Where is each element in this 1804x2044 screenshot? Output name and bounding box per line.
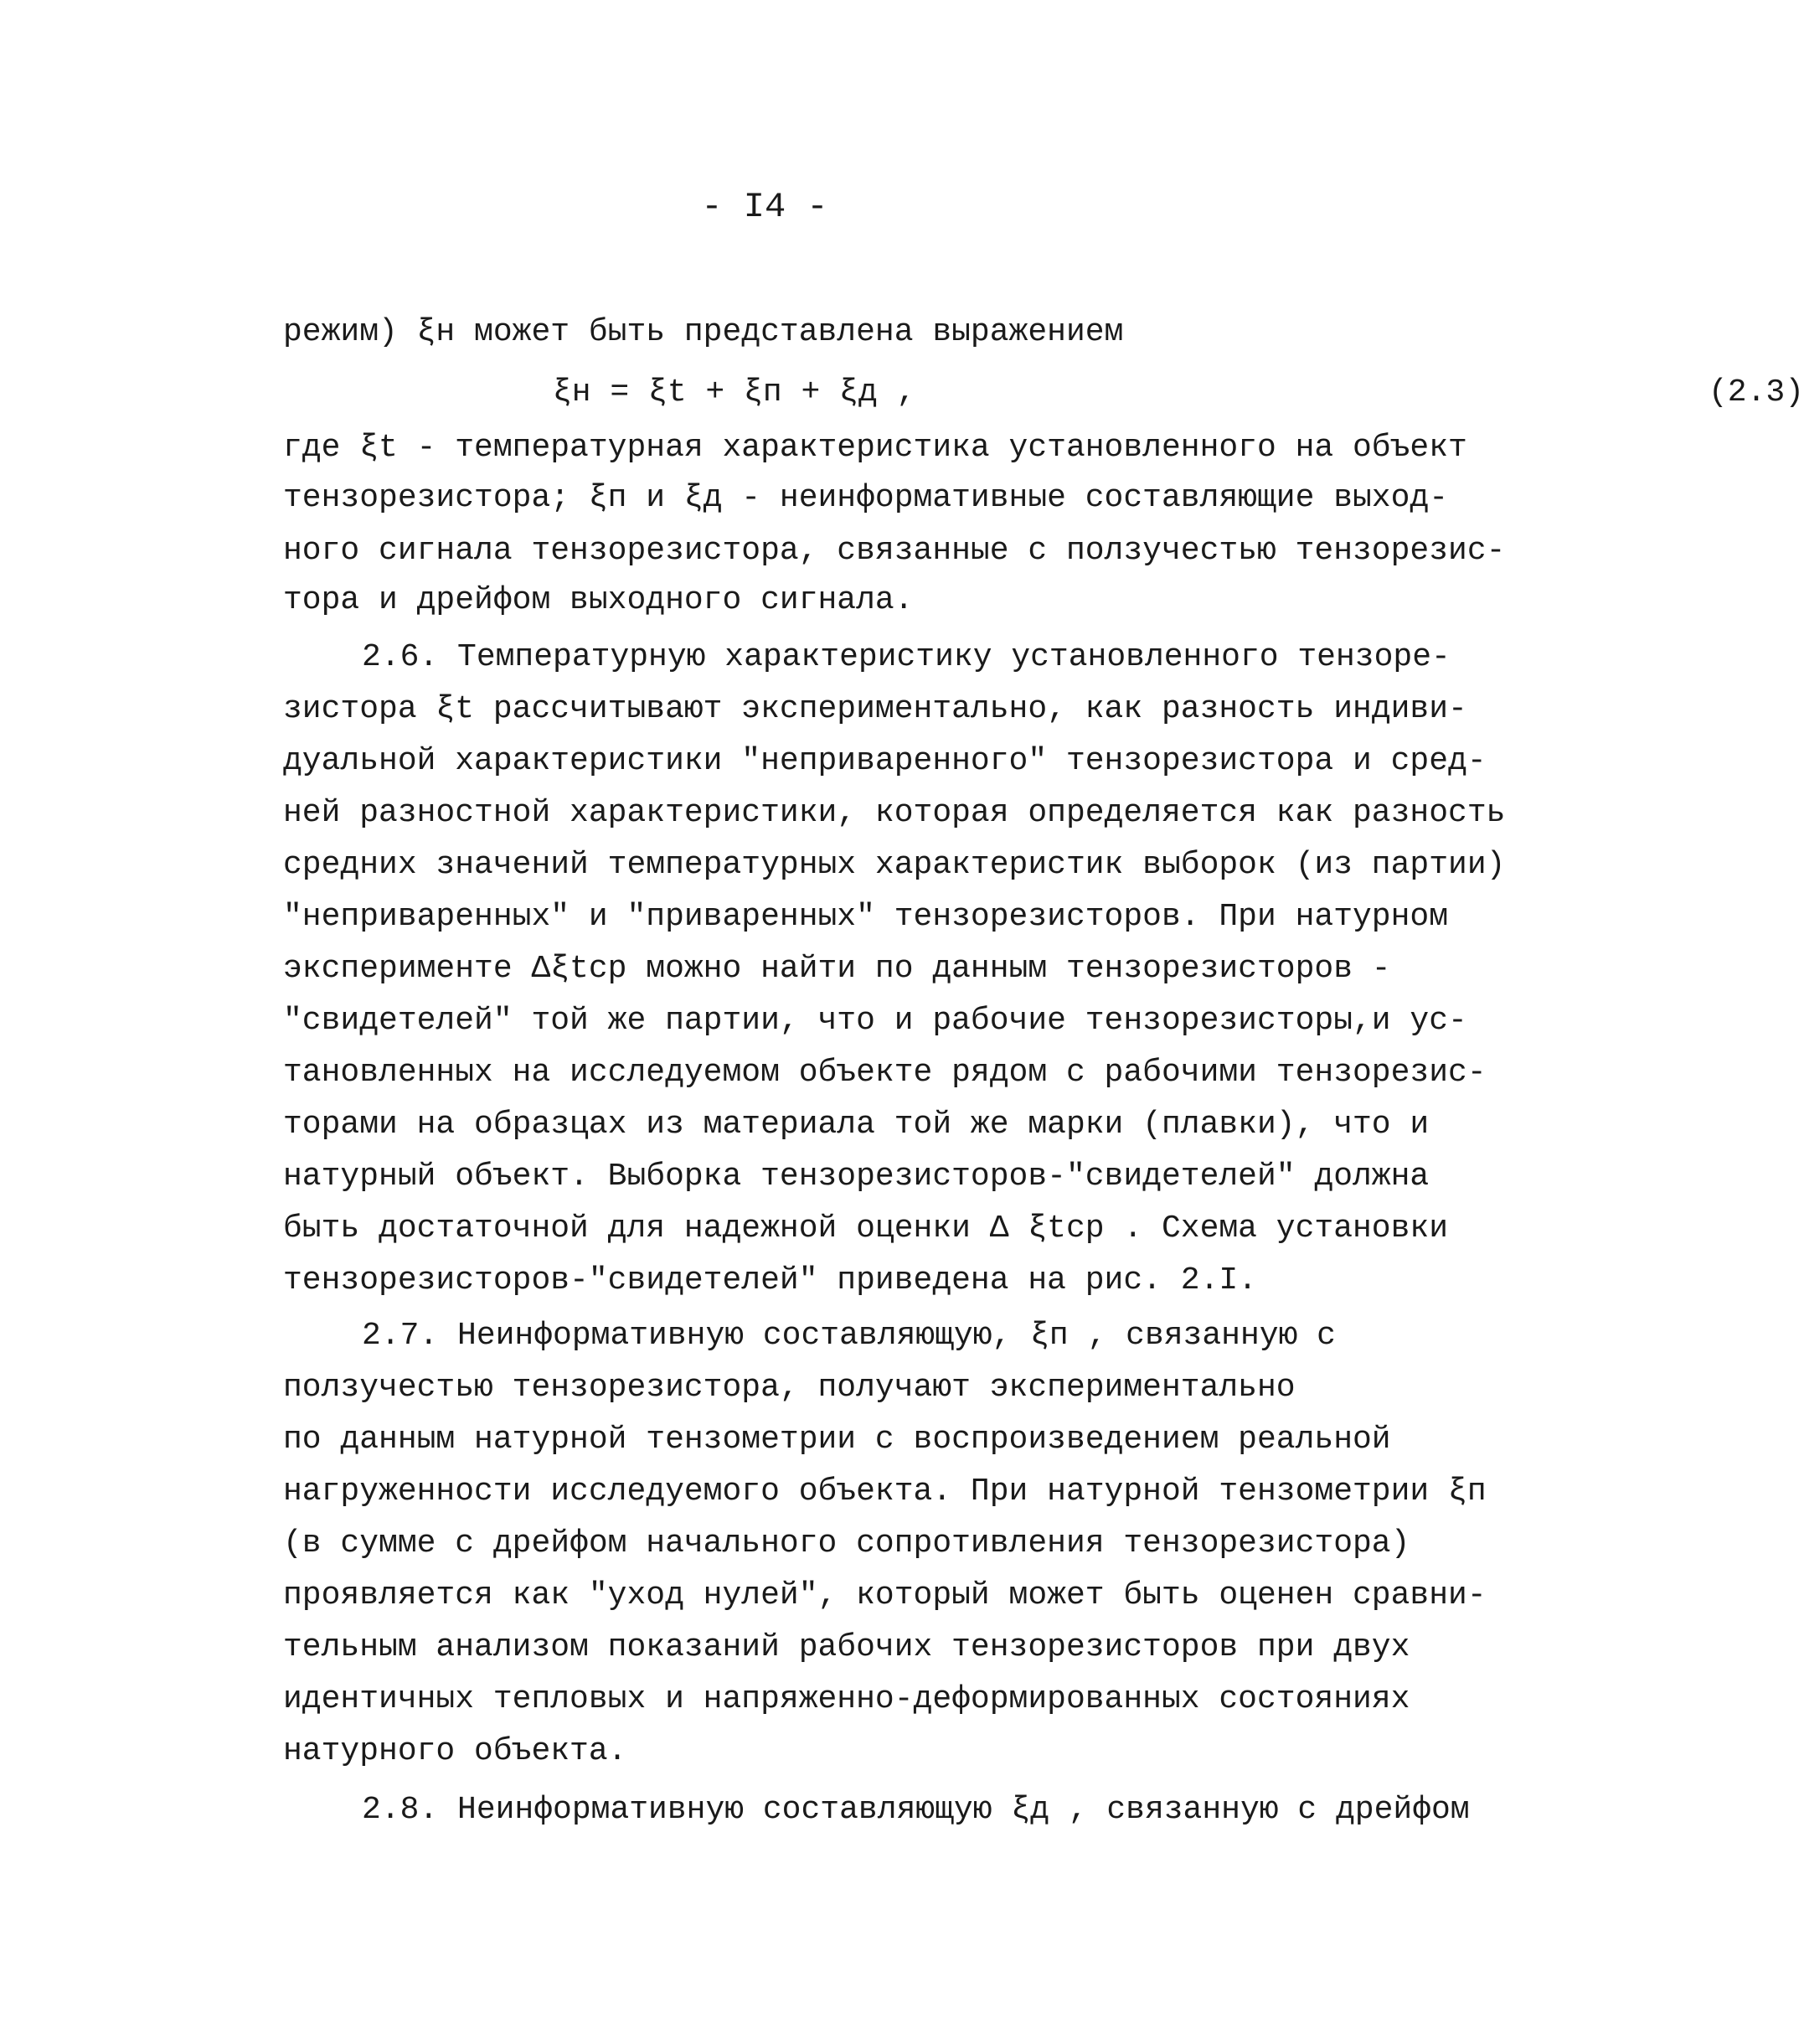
- text-line-l9: дуальной характеристики "неприваренного" тензорезистора и сред-: [283, 743, 1487, 779]
- text-line-l15: тановленных на исследуемом объекте рядом с рабочими тензорезис-: [283, 1055, 1487, 1091]
- text-line-l1: режим) ξн может быть представлена выражением: [283, 314, 1124, 350]
- text-line-l20: 2.7. Неинформативную составляющую, ξп , связанную с: [362, 1318, 1336, 1354]
- text-line-l25: проявляется как "уход нулей", который может быть оценен сравни-: [283, 1577, 1487, 1613]
- text-line-l8: зистора ξt рассчитывают экспериментально, как разность индиви-: [283, 691, 1467, 727]
- text-line-l6: тора и дрейфом выходного сигнала.: [283, 582, 914, 618]
- text-line-l28: натурного объекта.: [283, 1733, 627, 1769]
- text-line-l22: по данным натурной тензометрии с воспроизведением реальной: [283, 1422, 1391, 1458]
- text-line-l11: средних значений температурных характеристик выборок (из партии): [283, 847, 1506, 883]
- text-line-l16: торами на образцах из материала той же марки (плавки), что и: [283, 1107, 1430, 1143]
- text-line-l10: ней разностной характеристики, которая определяется как разность: [283, 795, 1506, 831]
- text-line-l4: тензорезистора; ξп и ξд - неинформативные составляющие выход-: [283, 480, 1449, 516]
- text-line-l13: эксперименте Δξtср можно найти по данным тензорезисторов -: [283, 951, 1391, 987]
- text-line-l23: нагруженности исследуемого объекта. При натурной тензометрии ξп: [283, 1474, 1487, 1510]
- text-line-l17: натурный объект. Выборка тензорезисторов-"свидетелей" должна: [283, 1159, 1430, 1195]
- text-line-l14: "свидетелей" той же партии, что и рабочие тензорезисторы,и ус-: [283, 1003, 1467, 1039]
- text-line-l7: 2.6. Температурную характеристику установленного тензоре-: [362, 639, 1451, 675]
- text-line-l26: тельным анализом показаний рабочих тензорезисторов при двух: [283, 1629, 1410, 1665]
- text-line-l12: "неприваренных" и "приваренных" тензорезисторов. При натурном: [283, 899, 1449, 935]
- page-number: - I4 -: [701, 187, 828, 227]
- equation-formula: ξн = ξt + ξп + ξд ,: [553, 374, 916, 410]
- text-line-l27: идентичных тепловых и напряженно-деформированных состояниях: [283, 1681, 1410, 1717]
- text-line-l3: где ξt - температурная характеристика установленного на объект: [283, 430, 1467, 466]
- text-line-l18: быть достаточной для надежной оценки Δ ξtср . Схема установки: [283, 1210, 1449, 1247]
- text-line-l29: 2.8. Неинформативную составляющую ξд , связанную с дрейфом: [362, 1792, 1470, 1828]
- equation-number: (2.3): [1709, 374, 1804, 410]
- text-line-l21: ползучестью тензорезистора, получают экспериментально: [283, 1370, 1296, 1406]
- text-line-l19: тензорезисторов-"свидетелей" приведена на рис. 2.I.: [283, 1262, 1257, 1298]
- text-line-l24: (в сумме с дрейфом начального сопротивления тензорезистора): [283, 1525, 1410, 1561]
- text-line-eq: [553, 372, 1804, 414]
- text-line-l5: ного сигнала тензорезистора, связанные с ползучестью тензорезис-: [283, 533, 1506, 569]
